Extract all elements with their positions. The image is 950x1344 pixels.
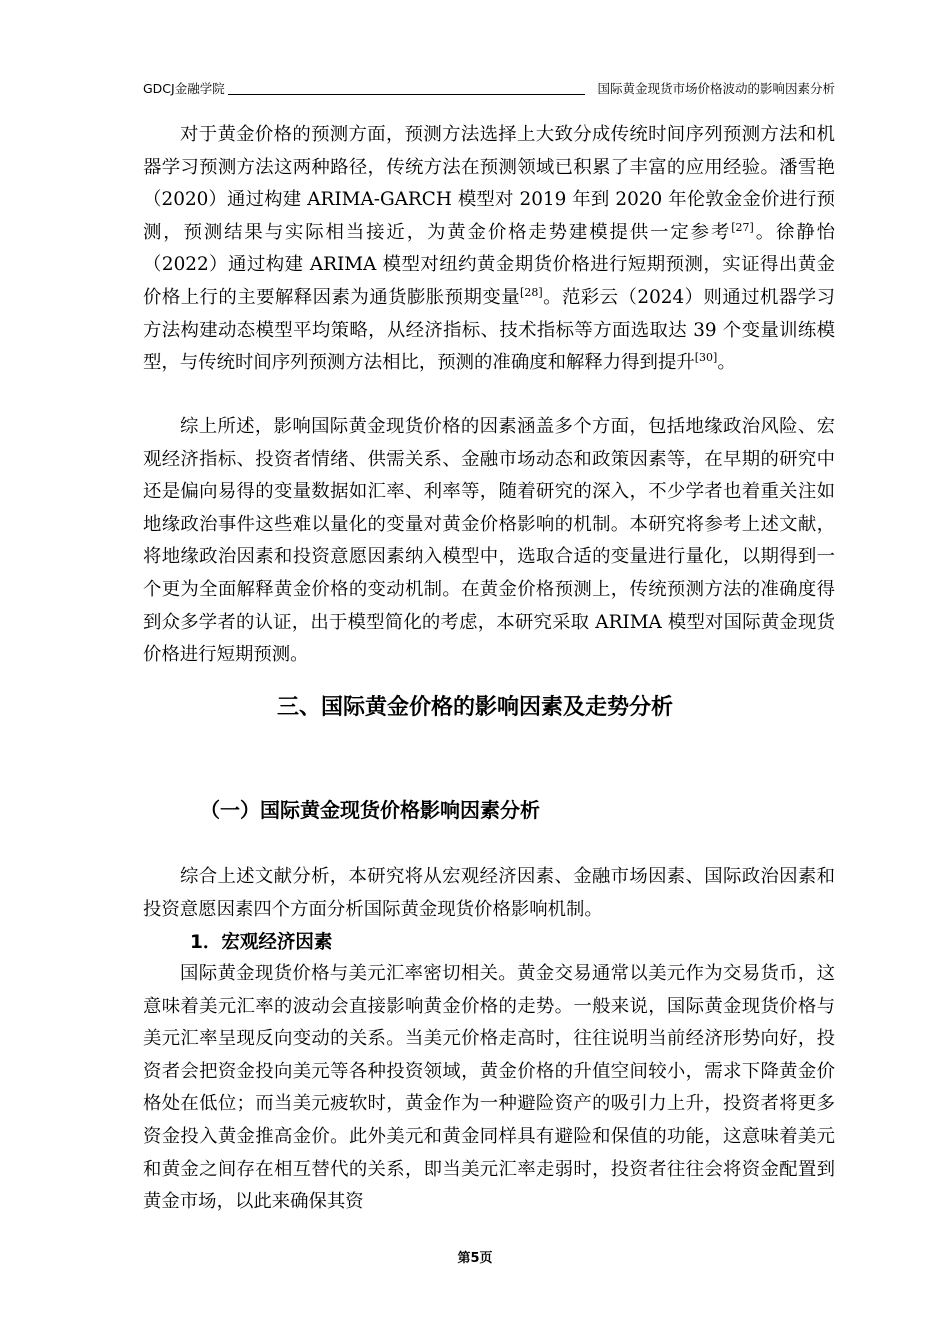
paragraph-analysis-intro: 综合上述文献分析，本研究将从宏观经济因素、金融市场因素、国际政治因素和投资意愿因素四个方面分析国际黄金现货价格影响机制。 xyxy=(143,866,835,920)
header-institution: GDCJ金融学院 xyxy=(143,81,225,96)
paragraph-text: 。 xyxy=(717,352,736,374)
paragraph-summary: 综上所述，影响国际黄金现货价格的因素涵盖多个方面，包括地缘政治风险、宏观经济指标、投资者情绪、供需关系、金融市场动态和政策因素等，在早期的研究中还是偏向易得的变量数据如汇率、利率等，随着研究的深入，不少学者也着重关注如地缘政治事件这些难以量化的变量对黄金价格影响的机制。本研究将参考上述文献，将地缘政治因素和投资意愿因素纳入模型中，选取合适的变量进行量化，以期得到一个更为全面解释黄金价格的变动机制。在黄金价格预测上，传统预测方法的准确度得到众多学者的认证，出于模型简化的考虑，本研究采取 ARIMA 模型对国际黄金现货价格进行短期预测。 xyxy=(143,416,835,666)
page-header xyxy=(143,77,835,97)
citation-ref: [30] xyxy=(694,351,718,365)
paragraph-forecast-methods xyxy=(143,119,835,380)
paragraph-text: 。徐静怡（2022）通过构建 ARIMA 模型对纽约黄金期货价格进行短期预测，实证得出黄金价格上行的主要解释因素为通货膨胀预期变量 xyxy=(143,221,835,308)
paragraph-text: 对于黄金价格的预测方面，预测方法选择上大致分成传统时间序列预测方法和机器学习预测方法这两种路径，传统方法在预测领域已积累了丰富的应用经验。潘雪艳（2020）通过构建 ARIMA-GARCH 模型对 2019 年到 2020 年伦敦金金价进行预测，预测结果与实际相当接近，为黄金价格走势建模提供一定参考 xyxy=(143,124,835,243)
citation-ref: [27] xyxy=(731,220,754,234)
subsection-heading: （一）国际黄金现货价格影响因素分析 xyxy=(200,798,540,822)
subsubsection-heading: 1．宏观经济因素 xyxy=(190,932,333,953)
citation-ref: [28] xyxy=(520,285,543,299)
page-number: 第5页 xyxy=(457,1251,493,1266)
header-document-title: 国际黄金现货市场价格波动的影响因素分析 xyxy=(597,81,835,96)
section-heading: 三、国际黄金价格的影响因素及走势分析 xyxy=(276,695,673,720)
header-rule xyxy=(228,94,585,95)
paragraph-text: 。范彩云（2024）则通过机器学习方法构建动态模型平均策略，从经济指标、技术指标等方面选取达 39 个变量训练模型，与传统时间序列预测方法相比，预测的准确度和解释力得到提升 xyxy=(143,286,835,374)
paragraph-macro-factors: 国际黄金现货价格与美元汇率密切相关。黄金交易通常以美元作为交易货币，这意味着美元汇率的波动会直接影响黄金价格的走势。一般来说，国际黄金现货价格与美元汇率呈现反向变动的关系。当美元价格走高时，往往说明当前经济形势向好，投资者会把资金投向美元等各种投资领域，黄金价格的升值空间较小，需求下降黄金价格处在低位；而当美元疲软时，黄金作为一种避险资产的吸引力上升，投资者将更多资金投入黄金推高金价。此外美元和黄金同样具有避险和保值的功能，这意味着美元和黄金之间存在相互替代的关系，即当美元汇率走弱时，投资者往往会将资金配置到黄金市场，以此来确保其资 xyxy=(143,963,835,1213)
